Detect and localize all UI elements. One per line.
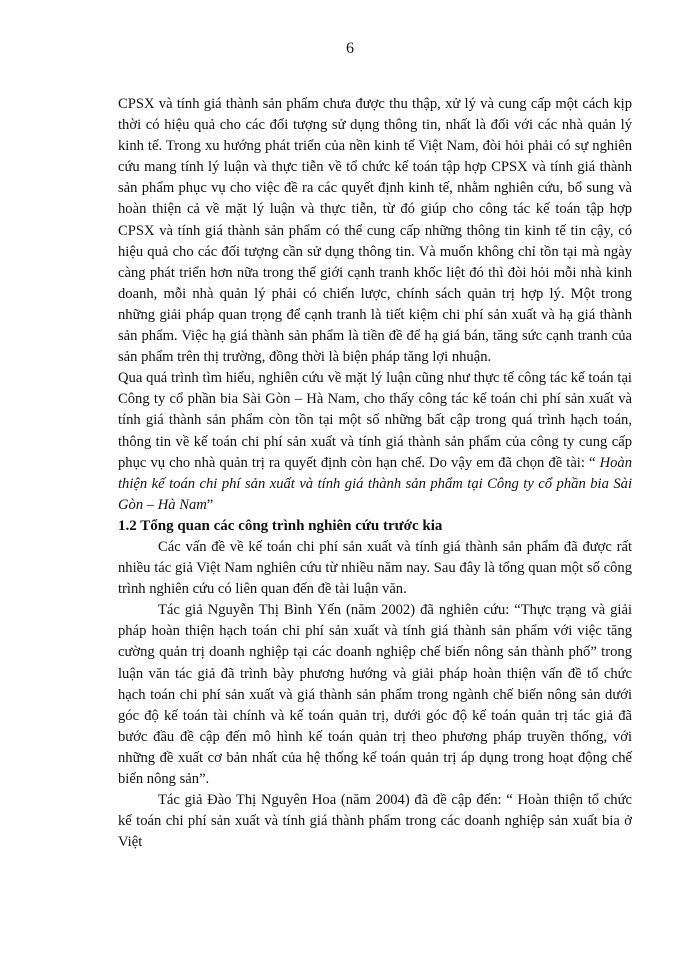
page-body bbox=[118, 94, 632, 853]
paragraph-author-nguyen-thi-binh-yen: Tác giả Nguyễn Thị Bình Yến (năm 2002) đã nghiên cứu: “Thực trạng và giải pháp hoàn thiện hạch toán chi phí sản xuất và tính giá thành sản phẩm với việc tăng cường quản trị doanh nghiệp tại các doanh nghiệp chế biến nông sản thành phố” trong luận văn tác giả đã trình bày phương hướng và giải pháp hoàn thiện vấn đề tổ chức hạch toán chi phí sản xuất và giá thành sản phẩm trong ngành chế biến nông sản dưới góc độ kế toán tài chính và kế toán quản trị, dưới góc độ kế toán quản trị tác giả đã bước đầu đề cập đến mô hình kế toán quản trị theo phương pháp truyền thống, với những đề xuất cơ bản nhất của hệ thống kế toán quản trị áp dụng trong hoạt động chế biến nông sản”. bbox=[118, 602, 632, 787]
paragraph-overview: Các vấn đề về kế toán chi phí sản xuất và tính giá thành sản phẩm đã được rất nhiều tác giả Việt Nam nghiên cứu từ nhiều năm nay. Sau đây là tổng quan một số công trình nghiên cứu có liên quan đến đề tài luận văn. bbox=[118, 538, 632, 598]
paragraph-topic-selection bbox=[118, 368, 632, 516]
topic-intro-text: Qua quá trình tìm hiểu, nghiên cứu về mặt lý luận cũng như thực tế công tác kế toán tại Công ty cổ phần bia Sài Gòn – Hà Nam, cho thấy công tác kế toán chi phí sản xuất và tính giá thành sản phẩm còn tồn tại một số những bất cập trong quá trình hạch toán, thông tin về kế toán chi phí sản xuất và tính giá thành sản phẩm của công ty cung cấp phục vụ cho nhà quản trị ra quyết định còn hạn chế. Do vậy em đã chọn đề tài: “ bbox=[118, 370, 632, 471]
section-heading: 1.2 Tổng quan các công trình nghiên cứu trước kia bbox=[118, 517, 443, 534]
thesis-title: Hoàn thiện kế toán chi phí sản xuất và tính giá thành sản phẩm tại Công ty cổ phần bia Sài Gòn – Hà Nam bbox=[118, 454, 632, 513]
paragraph-author-dao-thi-nguyen-hoa: Tác giả Đào Thị Nguyên Hoa (năm 2004) đã đề cập đến: “ Hoàn thiện tổ chức kế toán chi phí sản xuất và tính giá thành phẩm trong các doanh nghiệp sản xuất bia ở Việt bbox=[118, 792, 632, 851]
paragraph-cpsx-intro: CPSX và tính giá thành sản phẩm chưa được thu thập, xử lý và cung cấp một cách kịp thời có hiệu quả cho các đối tượng sử dụng thông tin, nhất là đối với các nhà quản lý kinh tế. Trong xu hướng phát triển của nền kinh tế Việt Nam, đòi hỏi phải có sự nghiên cứu mang tính lý luận và thực tiễn về tổ chức kế toán tập hợp CPSX và tính giá thành sản phẩm phục vụ cho việc đề ra các quyết định kinh tế, nhằm nghiên cứu, bổ sung và hoàn thiện cả về mặt lý luận và thực tiễn, từ đó giúp cho công tác kế toán tập hợp CPSX và tính giá thành sản phẩm có thể cung cấp những thông tin kinh tế tin cậy, có hiệu quả cho các đối tượng cần sử dụng thông tin. Và muốn không chỉ tồn tại mà ngày càng phát triển hơn nữa trong thế giới cạnh tranh khốc liệt đó thì đòi hỏi mỗi nhà kinh doanh, mỗi nhà quản lý phải có chiến lược, chính sách quản trị hợp lý. Một trong những giải pháp quan trọng để cạnh tranh là tiết kiệm chi phí sản xuất và hạ giá thành sản phẩm. Việc hạ giá thành sản phẩm là tiền đề để hạ giá bán, tăng sức cạnh tranh của sản phẩm trên thị trường, đồng thời là biện pháp tăng lợi nhuận. bbox=[118, 96, 632, 366]
page-number: 6 bbox=[346, 40, 354, 57]
topic-closing-quote: ” bbox=[206, 496, 214, 513]
